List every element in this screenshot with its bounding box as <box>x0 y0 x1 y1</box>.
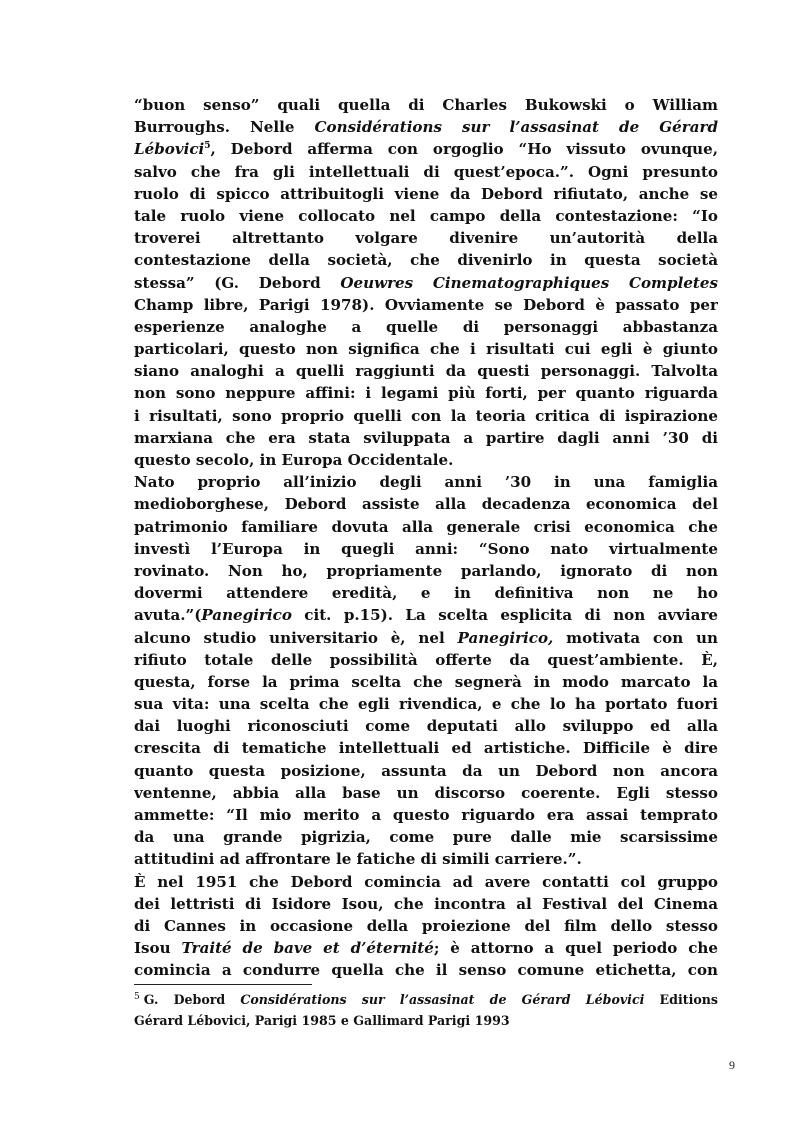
text-segment: dai luoghi riconosciuti come deputati allo sviluppo ed alla <box>134 717 718 736</box>
text-segment: rovinato. Non ho, propriamente parlando, ignorato di non <box>134 561 718 580</box>
text-segment: particolari, questo non significa che i risultati cui egli è giunto <box>134 340 718 359</box>
text-line <box>134 937 718 959</box>
text-line <box>134 959 718 981</box>
text-line <box>134 360 718 382</box>
italic-text: Panegirico, <box>457 628 554 647</box>
text-segment: alcuno studio universitario è, nel <box>134 628 458 647</box>
body-text <box>134 94 718 982</box>
footnote-line <box>134 990 718 1011</box>
text-segment: rifiuto totale delle possibilità offerte da quest’ambiente. È, <box>134 650 718 669</box>
text-line <box>134 782 718 804</box>
text-segment: Champ libre, Parigi 1978). Ovviamente se Debord è passato per <box>134 295 718 314</box>
text-segment: Nato proprio all’inizio degli anni ’30 in una famiglia <box>134 473 718 492</box>
text-segment: motivata con un <box>553 628 718 647</box>
text-line <box>134 893 718 915</box>
text-segment: dei lettristi di Isidore Isou, che incontra al Festival del Cinema <box>134 894 718 913</box>
text-line <box>134 671 718 693</box>
text-line <box>134 760 718 782</box>
text-segment: Gérard Lébovici, Parigi 1985 e Gallimard Parigi 1993 <box>134 1012 510 1028</box>
italic-text: Oeuwres Cinematographiques Completes <box>340 273 718 292</box>
text-segment: Isou <box>134 939 182 958</box>
italic-text: Panegirico <box>201 606 292 625</box>
text-line <box>134 715 718 737</box>
text-segment: G. Debord <box>143 992 241 1007</box>
text-segment: attitudini ad affrontare le fatiche di simili carriere.”. <box>134 850 582 869</box>
text-segment: patrimonio familiare dovuta alla generale crisi economica che <box>134 517 718 536</box>
text-line <box>134 471 718 493</box>
text-line <box>134 405 718 427</box>
text-line <box>134 138 718 160</box>
text-line <box>134 915 718 937</box>
text-segment: ruolo di spicco attribuitogli viene da Debord rifiutato, anche se <box>134 184 718 203</box>
text-line <box>134 116 718 138</box>
text-segment: tale ruolo viene collocato nel campo della contestazione: “Io <box>134 206 718 225</box>
footnote-number: 5 <box>134 992 140 1002</box>
italic-text: Traité de bave et d’éternité <box>181 939 434 958</box>
text-segment: marxiana che era stata sviluppata a partire dagli anni ’30 di <box>134 428 718 447</box>
text-line <box>134 316 718 338</box>
text-line <box>134 493 718 515</box>
text-segment: troverei altrettanto volgare divenire un’autorità della <box>134 229 718 248</box>
text-line <box>134 737 718 759</box>
text-segment: sua vita: una scelta che egli rivendica, e che lo ha portato fuori <box>134 695 718 714</box>
text-segment: contestazione della società, che divenirlo in questa società <box>134 251 718 270</box>
text-segment: i risultati, sono proprio quelli con la teoria critica di ispirazione <box>134 406 718 425</box>
text-segment: questa, forse la prima scelta che segnerà in modo marcato la <box>134 672 718 691</box>
text-line <box>134 804 718 826</box>
text-segment: Burroughs. Nelle <box>134 118 315 137</box>
text-segment: “buon senso” quali quella di Charles Bukowski o William <box>134 96 718 114</box>
footnote-line <box>134 1011 718 1032</box>
text-segment: questo secolo, in Europa Occidentale. <box>134 451 454 469</box>
text-segment: , Debord afferma con orgoglio “Ho vissuto ovunque, <box>210 140 718 159</box>
text-line <box>134 227 718 249</box>
text-segment: ventenne, abbia alla base un discorso coerente. Egli stesso <box>134 783 718 802</box>
text-segment: ammette: “Il mio merito a questo riguardo era assai temprato <box>134 806 718 824</box>
text-line <box>134 272 718 294</box>
text-line <box>134 693 718 715</box>
italic-text: Considérations sur l’assasinat de Gérard Lébovici <box>240 992 645 1007</box>
text-segment: È nel 1951 che Debord comincia ad avere contatti col gruppo <box>134 872 718 891</box>
text-segment: dovermi attendere eredità, e in definitiva non ne ho <box>134 584 718 603</box>
footnote <box>134 990 718 1031</box>
text-line <box>134 560 718 582</box>
italic-text: Lébovici <box>134 140 205 159</box>
text-segment: ; è attorno a quel periodo che <box>433 939 718 958</box>
text-line <box>134 871 718 893</box>
text-segment: crescita di tematiche intellettuali ed artistiche. Difficile è dire <box>134 739 718 758</box>
text-line <box>134 449 718 471</box>
text-line <box>134 516 718 538</box>
text-line <box>134 649 718 671</box>
text-line <box>134 604 718 626</box>
italic-text: Considérations sur l’assasinat de Gérard <box>314 118 718 137</box>
text-segment: non sono neppure affini: i legami più forti, per quanto riguarda <box>134 384 718 403</box>
text-line <box>134 582 718 604</box>
text-segment: stessa” (G. Debord <box>134 273 341 292</box>
text-line <box>134 338 718 360</box>
text-segment: investì l’Europa in quegli anni: “Sono nato virtualmente <box>134 539 718 558</box>
text-line <box>134 205 718 227</box>
text-line <box>134 94 718 116</box>
text-segment: Editions <box>644 992 718 1007</box>
text-segment: avuta.”( <box>134 606 202 625</box>
text-segment: comincia a condurre quella che il senso comune etichetta, con <box>134 961 718 980</box>
text-segment: cit. p.15). La scelta esplicita di non avviare <box>291 606 718 625</box>
footnote-separator <box>134 984 312 985</box>
text-segment: quanto questa posizione, assunta da un Debord non ancora <box>134 761 718 780</box>
text-segment: medioborghese, Debord assiste alla decadenza economica del <box>134 495 718 514</box>
text-line <box>134 183 718 205</box>
text-segment: da una grande pigrizia, come pure dalle mie scarsissime <box>134 828 718 847</box>
text-line <box>134 249 718 271</box>
text-line <box>134 294 718 316</box>
text-line <box>134 826 718 848</box>
footnote-reference[interactable]: 5 <box>204 141 211 152</box>
text-segment: di Cannes in occasione della proiezione del film dello stesso <box>134 916 718 935</box>
text-line <box>134 627 718 649</box>
text-segment: esperienze analoghe a quelle di personaggi abbastanza <box>134 317 718 336</box>
text-line <box>134 848 718 870</box>
text-segment: siano analoghi a quelli raggiunti da questi personaggi. Talvolta <box>134 362 718 381</box>
text-segment: salvo che fra gli intellettuali di quest’epoca.”. Ogni presunto <box>134 162 718 181</box>
text-line <box>134 161 718 183</box>
text-line <box>134 382 718 404</box>
text-line <box>134 427 718 449</box>
text-line <box>134 538 718 560</box>
page-number: 9 <box>729 1058 735 1072</box>
